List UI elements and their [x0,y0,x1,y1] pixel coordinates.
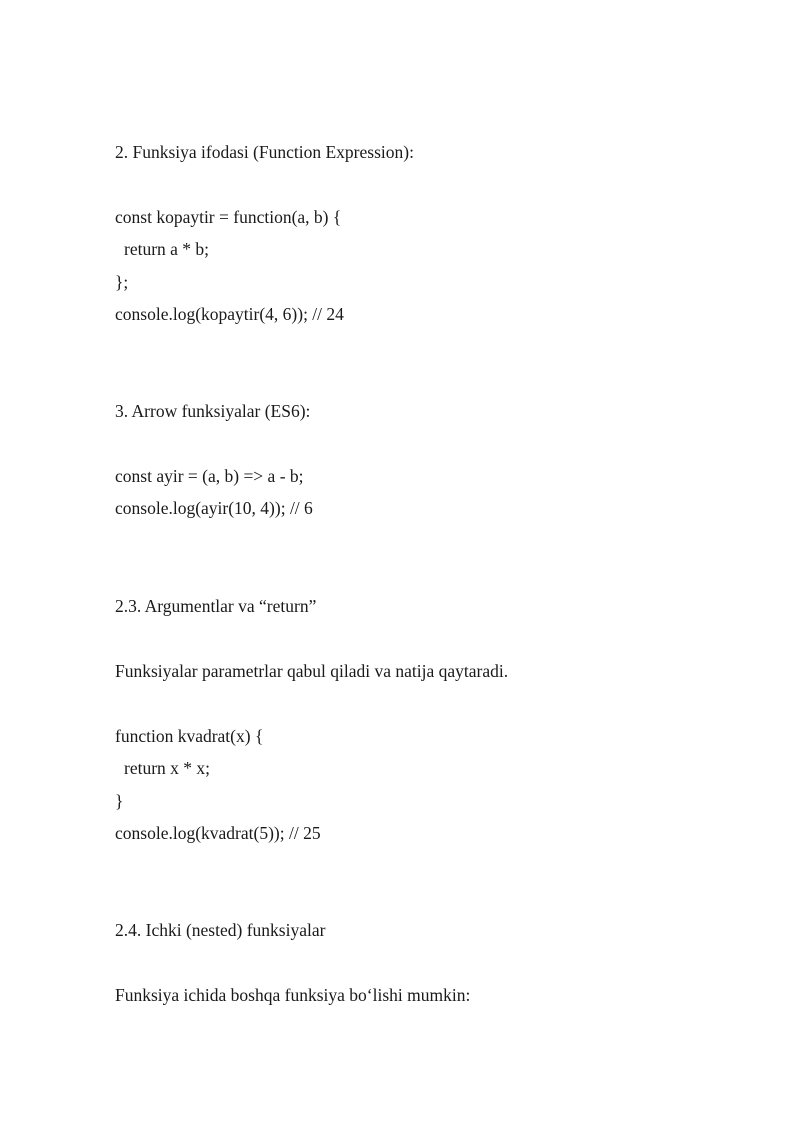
section-heading-nested-functions: 2.4. Ichki (nested) funksiyalar [115,920,326,940]
code-line: } [115,791,124,811]
paragraph-text: Funksiyalar parametrlar qabul qiladi va natija qaytaradi. [115,661,509,681]
section-heading-arrow-functions: 3. Arrow funksiyalar (ES6): [115,401,311,421]
code-line: }; [115,272,129,292]
code-line: console.log(kvadrat(5)); // 25 [115,823,321,843]
code-line: return x * x; [124,758,211,778]
paragraph-text: Funksiya ichida boshqa funksiya bo‘lishi mumkin: [115,985,471,1005]
section-heading-function-expression: 2. Funksiya ifodasi (Function Expression): [115,142,414,162]
code-line: return a * b; [124,239,210,259]
code-line: console.log(kopaytir(4, 6)); // 24 [115,304,344,324]
code-line: function kvadrat(x) { [115,726,264,746]
code-line: const ayir = (a, b) => a - b; [115,466,304,486]
code-line: console.log(ayir(10, 4)); // 6 [115,498,313,518]
code-line: const kopaytir = function(a, b) { [115,207,342,227]
section-heading-arguments: 2.3. Argumentlar va “return” [115,596,317,616]
